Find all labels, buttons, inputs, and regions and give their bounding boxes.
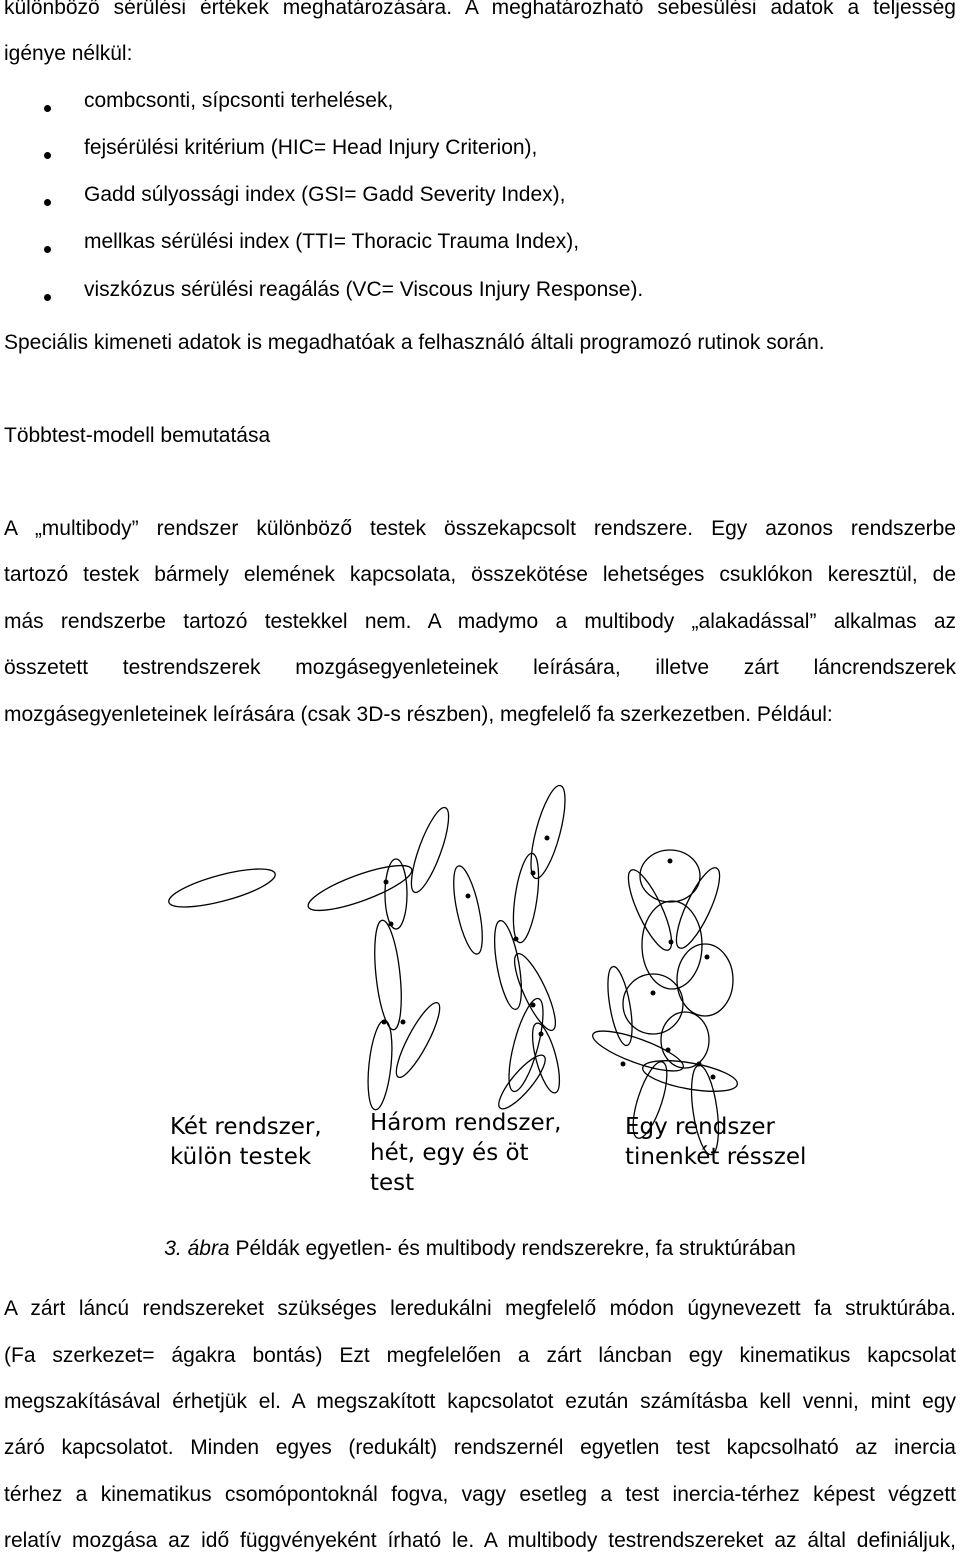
figure-label-three-systems: Három rendszer, hét, egy és öt test — [370, 1110, 562, 1196]
body-ellipse — [404, 804, 455, 896]
body-ellipse — [385, 859, 407, 929]
intro-line-2: igénye nélkül: — [4, 42, 133, 65]
list-item: combcsonti, sípcsonti terhelések, — [84, 89, 394, 112]
body-ellipse — [669, 863, 728, 953]
figure-label-two-systems: Két rendszer, külön testek — [170, 1114, 322, 1170]
figure-caption — [0, 1234, 960, 1264]
figure-number: 3. ábra — [164, 1237, 230, 1260]
paragraph-line: (Fa szerkezet= ágakra bontás) Ezt megfelelően a zárt láncban egy kinematikus kapcsolat — [4, 1344, 956, 1367]
body-ellipse — [509, 852, 543, 944]
paragraph-line: A „multibody” rendszer különböző testek összekapcsolt rendszere. Egy azonos rendszerbe — [4, 517, 956, 540]
body-ellipse — [448, 864, 488, 957]
body-ellipse — [489, 919, 526, 1011]
intro-line-1: különböző sérülési értékek meghatározására. A meghatározható sebesülési adatok a teljesség — [4, 0, 956, 19]
paragraph-line: A zárt láncú rendszereket szükséges leredukálni megfelelő módon úgynevezett fa struktúrába. — [4, 1297, 956, 1320]
list-item: mellkas sérülési index (TTI= Thoracic Trauma Index), — [84, 230, 580, 253]
body-ellipse — [389, 998, 446, 1082]
body-ellipse — [166, 861, 279, 915]
bullet-dot — [44, 152, 51, 159]
body-ellipse — [507, 949, 562, 1034]
body-ellipse — [661, 1012, 709, 1068]
bullet-dot — [44, 294, 51, 301]
paragraph-line: záró kapcsolatot. Minden egyes (redukált) rendszernél egyetlen test kapcsolható az inercia — [4, 1436, 956, 1459]
paragraph-line: térhez a kinematikus csomópontoknál fogva, vagy esetleg a test inercia-térhez képest végzett — [4, 1483, 956, 1506]
body-ellipse — [364, 1019, 395, 1111]
body-ellipse — [304, 857, 416, 919]
bullet-dot — [44, 199, 51, 206]
multibody-figure — [150, 760, 810, 1200]
body-ellipse — [589, 1023, 687, 1078]
bullet-dot — [44, 246, 51, 253]
paragraph-line: tartozó testek bármely elemének kapcsolata, összekötése lehetséges csuklókon keresztül, de — [4, 563, 956, 586]
figure-label-one-system: Egy rendszer tinenkét résszel — [625, 1114, 807, 1170]
body-ellipse — [492, 1050, 551, 1115]
bullet-dot — [44, 105, 51, 112]
body-ellipse — [677, 944, 733, 1016]
paragraph-line: mozgásegyenleteinek leírására (csak 3D-s részben), megfelelő fa szerkezetben. Például: — [4, 703, 833, 726]
body-ellipse — [640, 1055, 739, 1097]
paragraph-line: más rendszerbe tartozó testekkel nem. A madymo a multibody „alakadással” alkalmas az — [4, 610, 956, 633]
paragraph-line: relatív mozgása az idő függvényeként írható le. A multibody testrendszereket az által definiáljuk, — [4, 1529, 956, 1552]
body-ellipse — [524, 783, 572, 882]
special-output-text: Speciális kimeneti adatok is megadhatóak a felhasználó általi programozó rutinok során. — [4, 331, 825, 354]
list-item: Gadd súlyossági index (GSI= Gadd Severity Index), — [84, 183, 566, 206]
list-item: fejsérülési kritérium (HIC= Head Injury Criterion), — [84, 136, 538, 159]
section-heading: Többtest-modell bemutatása — [4, 424, 271, 447]
paragraph-line: összetett testrendszerek mozgásegyenleteinek leírására, illetve zárt láncrendszerek — [4, 656, 956, 679]
body-ellipse — [603, 965, 637, 1047]
list-item: viszkózus sérülési reagálás (VC= Viscous Injury Response). — [84, 278, 644, 301]
body-ellipse — [370, 919, 405, 1031]
paragraph-line: megszakításával érhetjük el. A megszakított kapcsolatot ezután számításba kell venni, mint egy — [4, 1390, 956, 1413]
figure-caption-text: Példák egyetlen- és multibody rendszerekre, fa struktúrában — [229, 1237, 796, 1260]
